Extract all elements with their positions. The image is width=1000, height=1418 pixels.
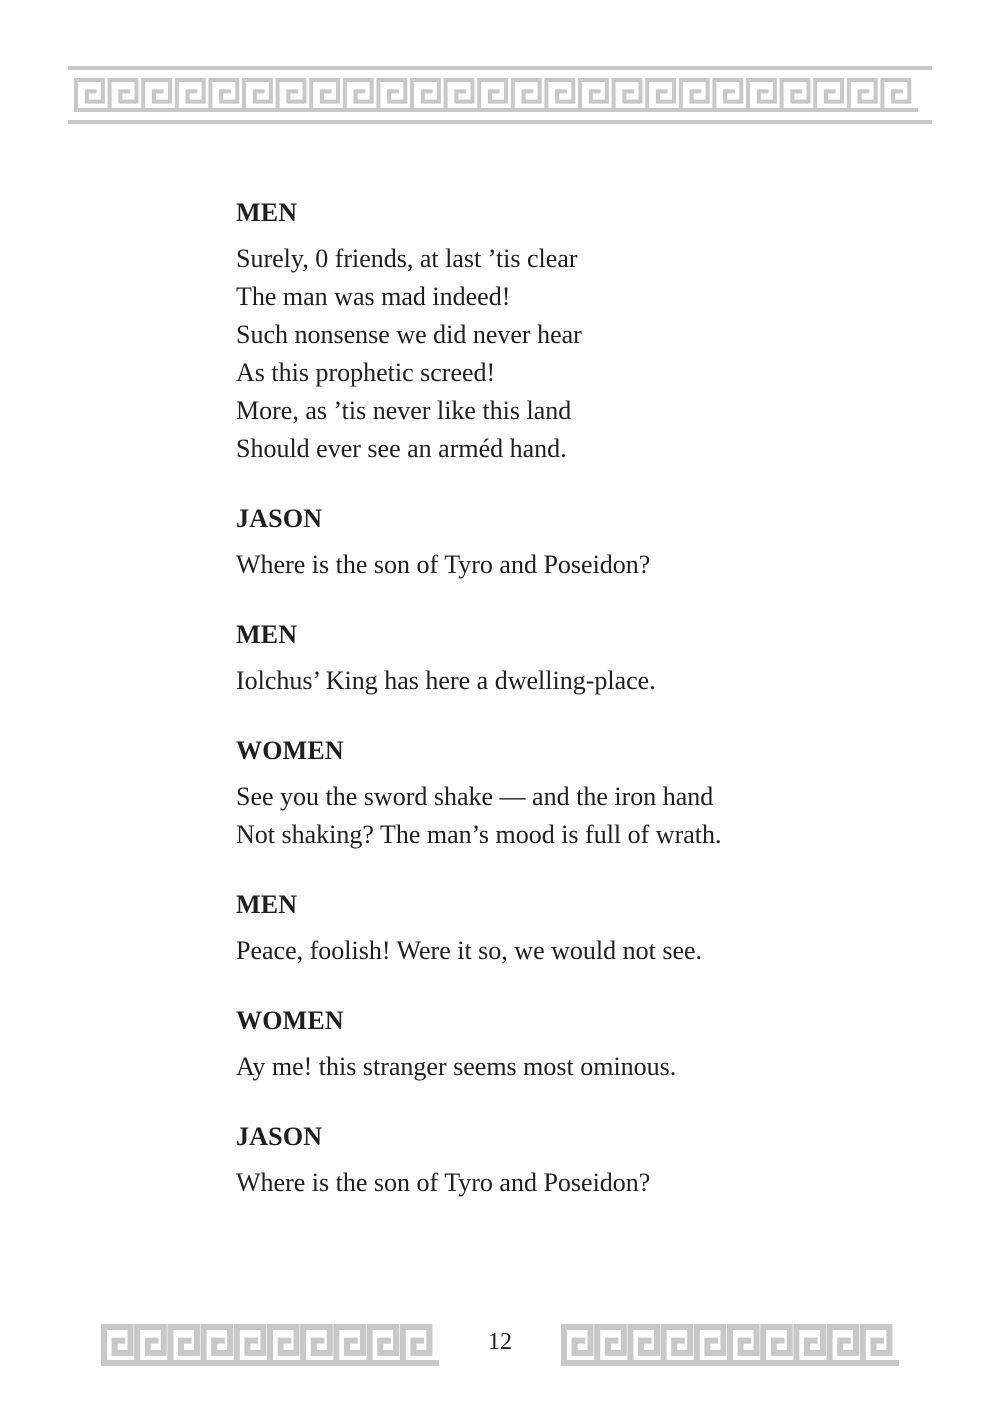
dialogue-line: Peace, foolish! Were it so, we would not see. bbox=[236, 936, 703, 965]
speech-block bbox=[236, 1004, 876, 1086]
greek-key-bottom-right-border bbox=[560, 1322, 900, 1368]
dialogue-line: The man was mad indeed! bbox=[236, 282, 511, 311]
dialogue-line: Should ever see an arméd hand. bbox=[236, 434, 567, 463]
dialogue-line: Iolchus’ King has here a dwelling-place. bbox=[236, 666, 656, 695]
speaker-name: MEN bbox=[236, 620, 298, 649]
page-number: 12 bbox=[488, 1329, 512, 1355]
dialogue-line: Not shaking? The man’s mood is full of wrath. bbox=[236, 820, 722, 849]
speaker-name: WOMEN bbox=[236, 736, 344, 765]
speaker-name: JASON bbox=[236, 1122, 323, 1151]
speech-block bbox=[236, 196, 876, 468]
speech-block bbox=[236, 502, 876, 584]
speech-block bbox=[236, 734, 876, 854]
speaker-name: MEN bbox=[236, 198, 298, 227]
dialogue-line: Such nonsense we did never hear bbox=[236, 320, 582, 349]
dialogue-line: Where is the son of Tyro and Poseidon? bbox=[236, 550, 651, 579]
speaker-name: JASON bbox=[236, 504, 323, 533]
script-body bbox=[236, 196, 876, 1202]
speech-block bbox=[236, 888, 876, 970]
dialogue-line: Ay me! this stranger seems most ominous. bbox=[236, 1052, 677, 1081]
speech-block bbox=[236, 618, 876, 700]
speech-block bbox=[236, 1120, 876, 1202]
dialogue-line: See you the sword shake — and the iron hand bbox=[236, 782, 714, 811]
greek-key-top-border bbox=[68, 66, 932, 124]
dialogue-line: Where is the son of Tyro and Poseidon? bbox=[236, 1168, 651, 1197]
speaker-name: MEN bbox=[236, 890, 298, 919]
dialogue-line: Surely, 0 friends, at last ’tis clear bbox=[236, 244, 578, 273]
dialogue-line: More, as ’tis never like this land bbox=[236, 396, 572, 425]
speaker-name: WOMEN bbox=[236, 1006, 344, 1035]
dialogue-line: As this prophetic screed! bbox=[236, 358, 496, 387]
greek-key-bottom-left-border bbox=[100, 1322, 440, 1368]
